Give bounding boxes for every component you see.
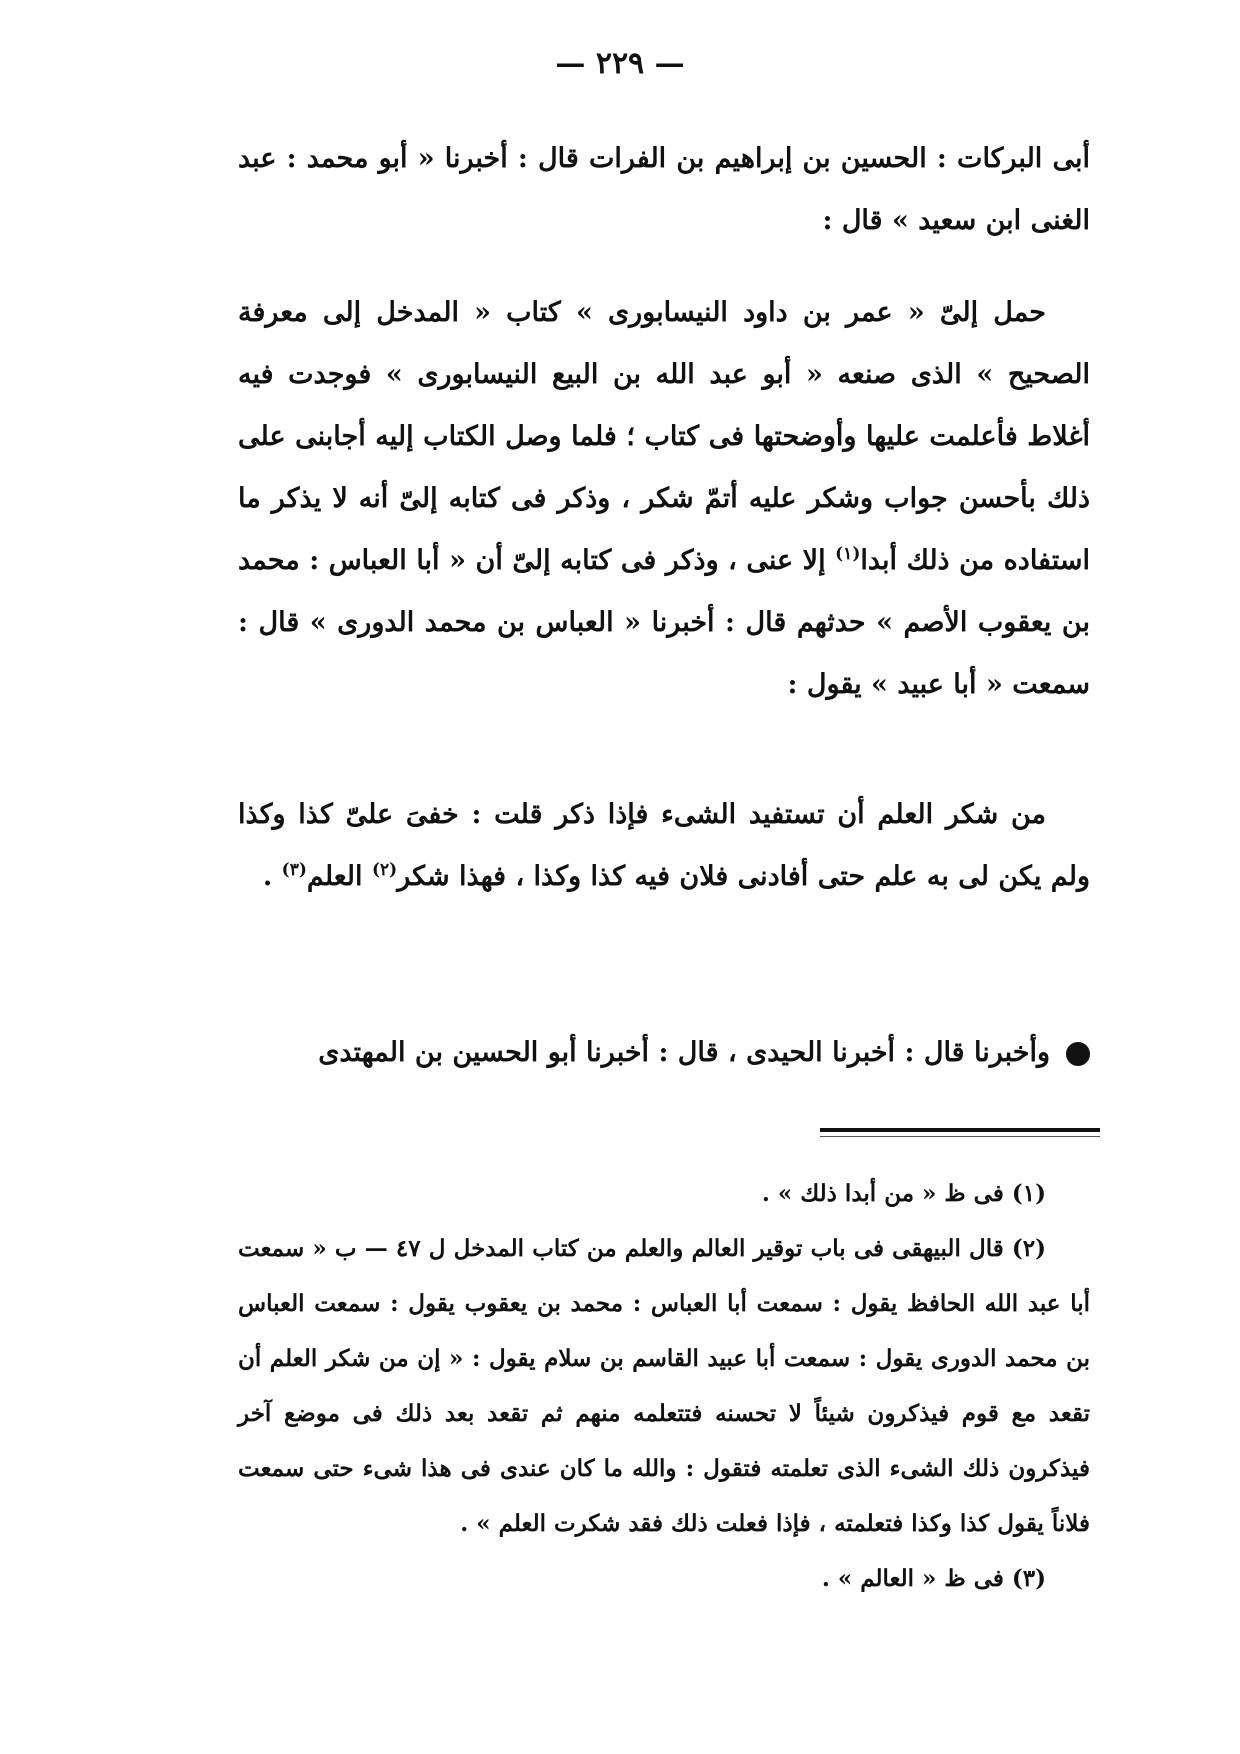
paragraph-isnad-intro [238, 128, 1090, 252]
footnote-ref-3: (٣) [281, 860, 307, 880]
footnote-3: (٣) فى ظ « العالم » . [821, 1565, 1046, 1592]
footnotes [238, 1166, 1090, 1606]
paragraph-text-part: العلم [306, 861, 363, 892]
paragraph-text [238, 1022, 1090, 1084]
paragraph-new-section [238, 1022, 1090, 1084]
paragraph-text [238, 784, 1090, 908]
footnote-ref-1: (١) [835, 544, 861, 564]
footnote-divider-thin [820, 1136, 1100, 1137]
paragraph-quote [238, 784, 1090, 908]
paragraph-letter-account [238, 282, 1090, 716]
footnote-ref-2: (٢) [371, 860, 398, 880]
bullet-icon [1066, 1042, 1090, 1066]
footnote-divider [820, 1128, 1100, 1132]
footnote-2: (٢) قال البيهقى فى باب توقير العالم والعلم من كتاب المدخل ل ٤٧ — ب « سمعت أبا عبد الله الحافظ يقول : سمعت أبا العباس : محمد بن يعقوب يقول : سمعت العباس بن محمد الدورى يقول : سمعت أبا عبيد القاسم بن سلام يقول : « إن من شكر العلم أن تقعد مع قوم فيذكرون شيئاً لا تحسنه فتتعلمه منهم ثم تقعد بعد ذلك فى موضع آخر فيذكرون ذلك الشىء الذى تعلمته فتقول : والله ما كان عندى فى هذا شىء حتى سمعت فلاناً يقول كذا وكذا فتعلمته ، فإذا فعلت ذلك فقد شكرت العلم » . [238, 1235, 1090, 1537]
paragraph-text-part: من شكر العلم أن تستفيد الشىء فإذا ذكر قلت : خفىَ علىّ كذا وكذا ولم يكن لى به علم حتى أفادنى فلان فيه كذا وكذا ، فهذا شكر [238, 799, 1090, 892]
footnote-1: (١) فى ظ « من أبدا ذلك » . [761, 1180, 1046, 1207]
page-number: — ٢٢٩ — [555, 46, 685, 81]
paragraph-text-part: إلا عنى ، وذكر فى كتابه إلىّ أن « أبا العباس : محمد بن يعقوب الأصم » حدثهم قال : أخبرنا « العباس بن محمد الدورى » قال : سمعت « أبا عبيد » يقول : [238, 545, 1090, 700]
paragraph-text-part: وأخبرنا قال : أخبرنا الحيدى ، قال : أخبرنا أبو الحسين بن المهتدى [318, 1037, 1050, 1068]
paragraph-text: أبى البركات : الحسين بن إبراهيم بن الفرات قال : أخبرنا « أبو محمد : عبد الغنى ابن سعيد » قال : [238, 143, 1090, 236]
paragraph-text-part: حمل إلىّ « عمر بن داود النيسابورى » كتاب « المدخل إلى معرفة الصحيح » الذى صنعه « أبو عبد الله بن البيع النيسابورى » فوجدت فيه أغلاط فأعلمت عليها وأوضحتها فى كتاب ؛ فلما وصل الكتاب إليه أجابنى على ذلك بأحسن جواب وشكر عليه أتمّ شكر ، وذكر فى كتابه إلىّ أنه لا يذكر ما استفاده من ذلك أبدا [238, 297, 1090, 576]
paragraph-text [238, 282, 1090, 716]
paragraph-text-part: . [262, 861, 273, 892]
